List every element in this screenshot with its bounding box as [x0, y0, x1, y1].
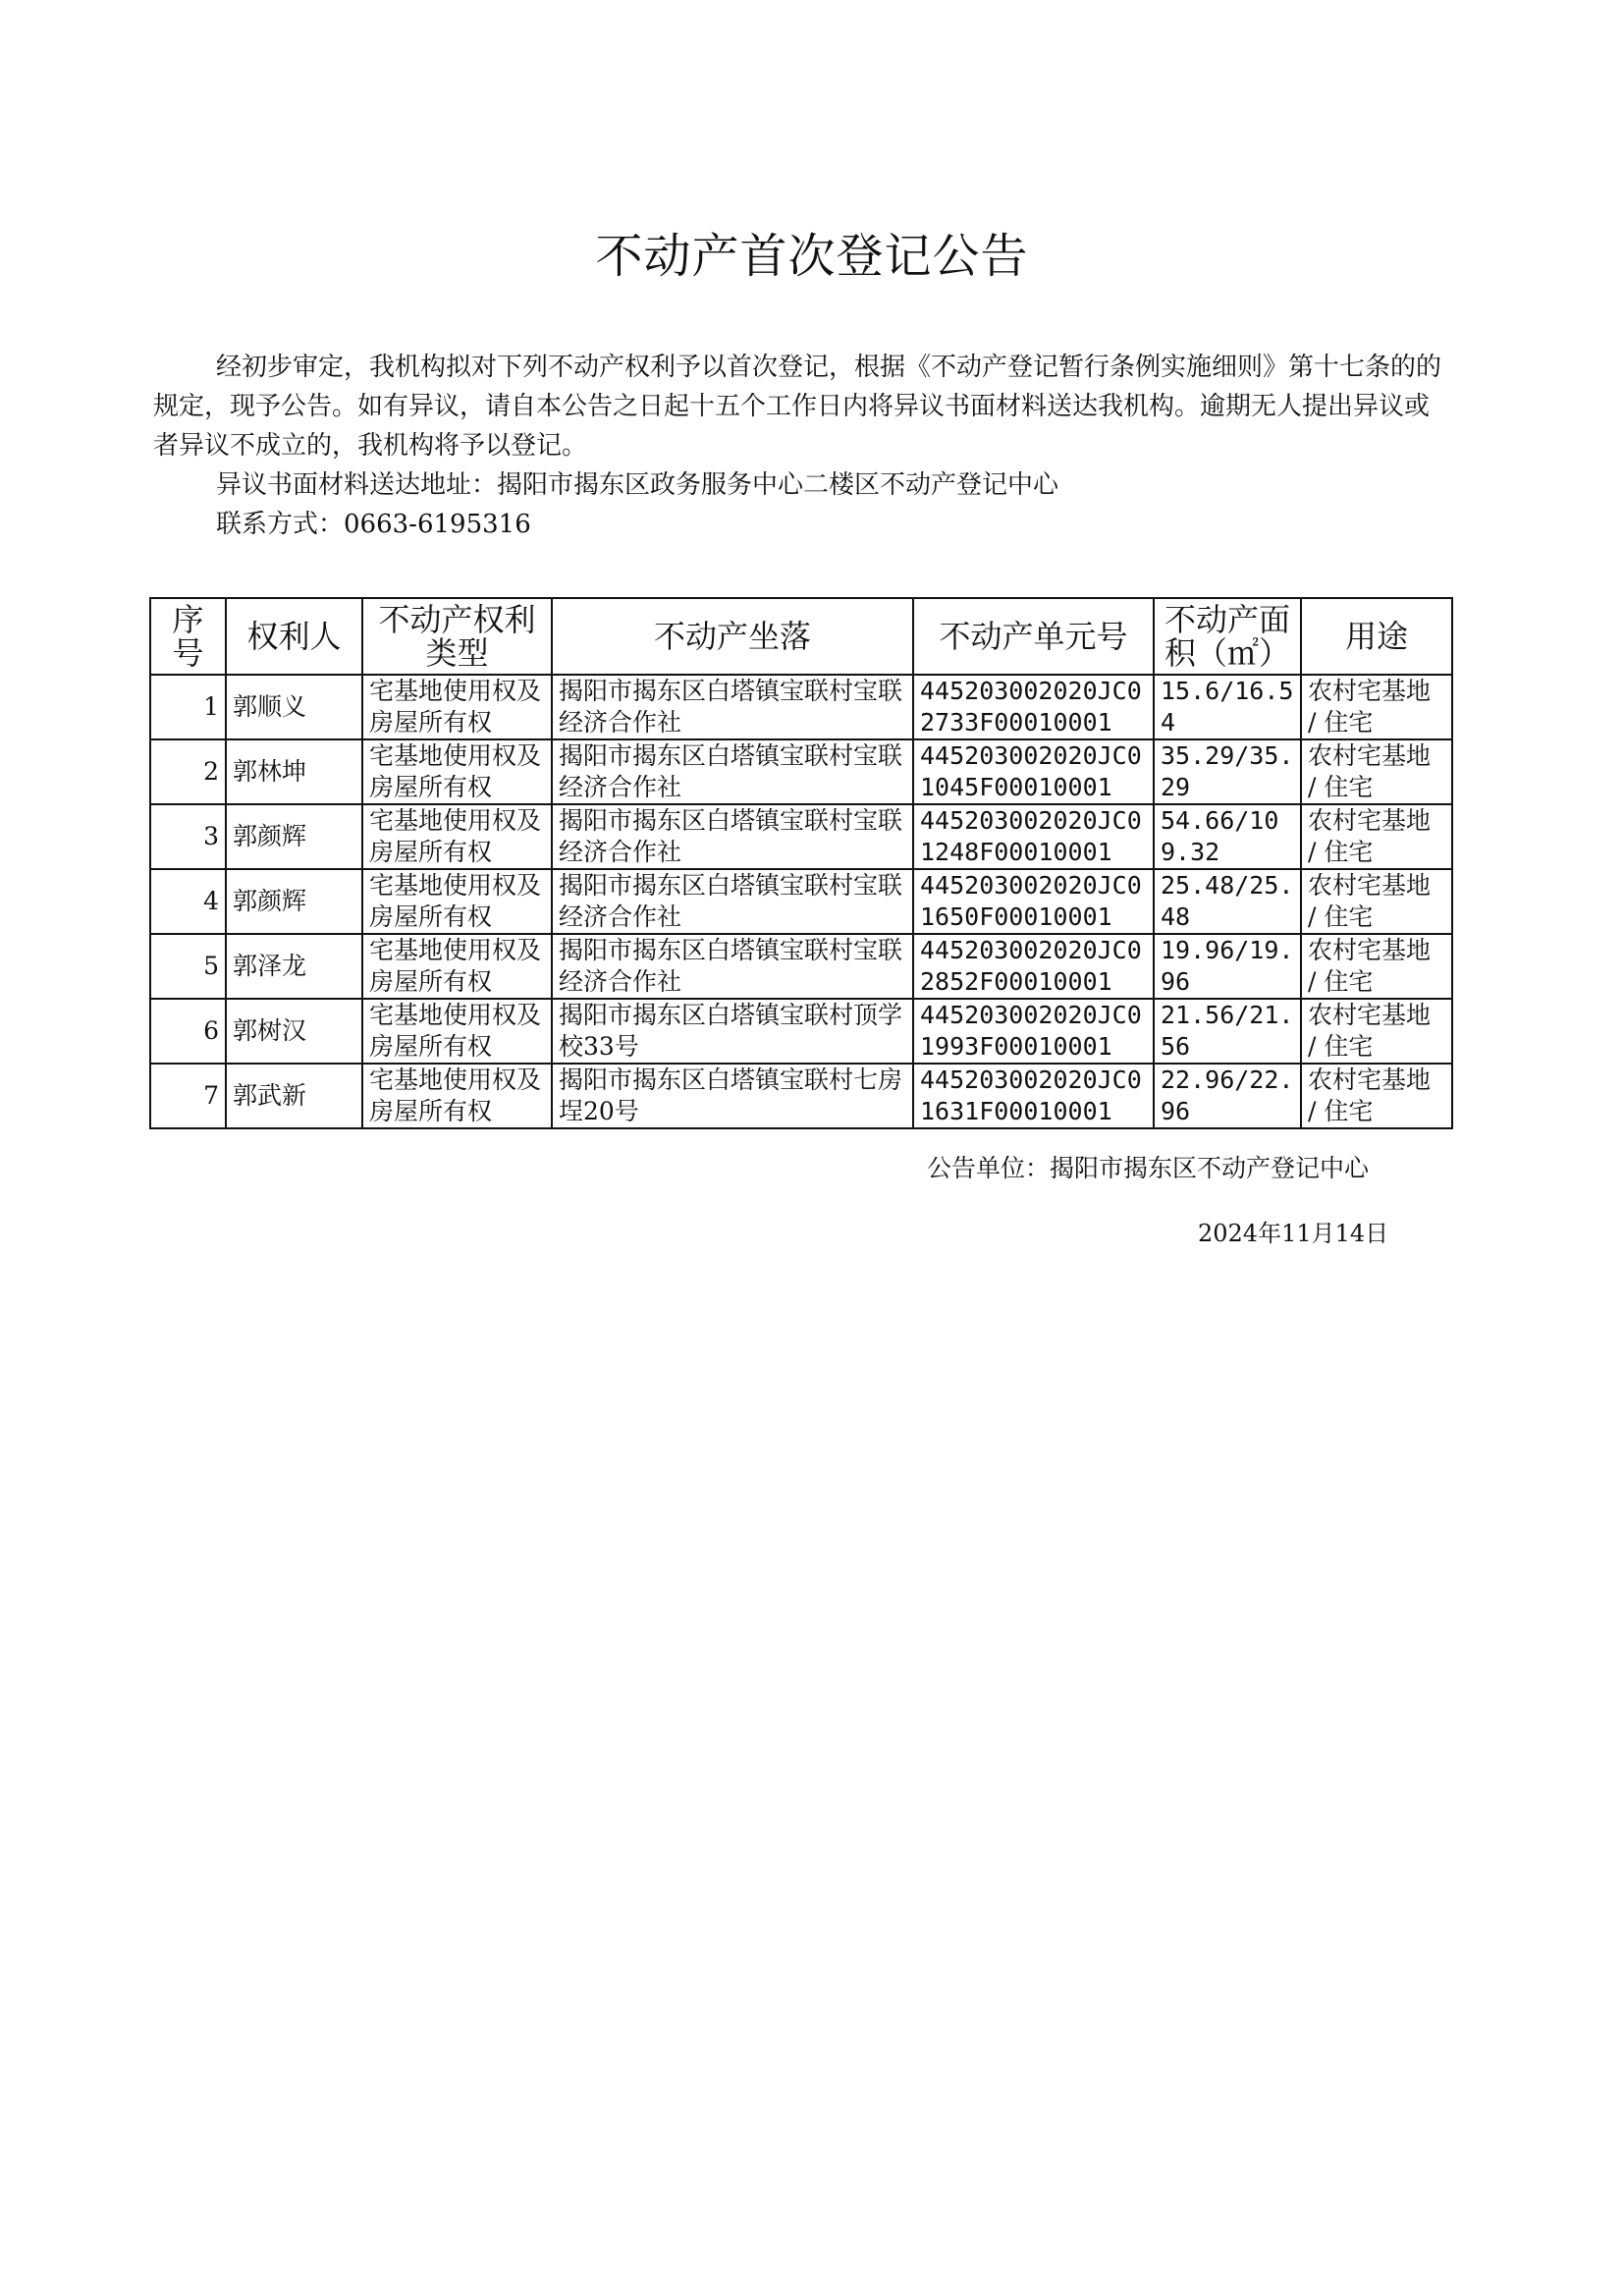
cell-right-type: 宅基地使用权及房屋所有权 [362, 999, 552, 1064]
issuing-unit: 公告单位：揭阳市揭东区不动产登记中心 [927, 1154, 1370, 1182]
cell-area: 15.6/16.54 [1154, 675, 1301, 739]
cell-unit-no: 445203002020JC01631F00010001 [913, 1064, 1154, 1128]
notice-date: 2024年11月14日 [1198, 1220, 1389, 1247]
cell-location: 揭阳市揭东区白塔镇宝联村七房埕20号 [552, 1064, 913, 1128]
cell-holder: 郭泽龙 [226, 934, 362, 999]
header-usage: 用途 [1301, 598, 1452, 675]
cell-area: 19.96/19.96 [1154, 934, 1301, 999]
cell-location: 揭阳市揭东区白塔镇宝联村宝联经济合作社 [552, 804, 913, 869]
cell-unit-no: 445203002020JC02733F00010001 [913, 675, 1154, 739]
cell-right-type: 宅基地使用权及房屋所有权 [362, 739, 552, 804]
cell-area: 21.56/21.56 [1154, 999, 1301, 1064]
cell-usage: 农村宅基地 / 住宅 [1301, 999, 1452, 1064]
cell-right-type: 宅基地使用权及房屋所有权 [362, 869, 552, 934]
table-row [150, 1064, 1452, 1128]
header-right-type: 不动产权利类型 [362, 598, 552, 675]
cell-usage: 农村宅基地 / 住宅 [1301, 804, 1452, 869]
cell-no: 6 [150, 999, 226, 1064]
page-title: 不动产首次登记公告 [595, 229, 1029, 284]
cell-location: 揭阳市揭东区白塔镇宝联村宝联经济合作社 [552, 869, 913, 934]
table-row [150, 869, 1452, 934]
cell-area: 22.96/22.96 [1154, 1064, 1301, 1128]
cell-usage: 农村宅基地 / 住宅 [1301, 1064, 1452, 1128]
table-row [150, 934, 1452, 999]
cell-holder: 郭顺义 [226, 675, 362, 739]
cell-unit-no: 445203002020JC01993F00010001 [913, 999, 1154, 1064]
cell-unit-no: 445203002020JC01248F00010001 [913, 804, 1154, 869]
cell-no: 1 [150, 675, 226, 739]
table-row [150, 804, 1452, 869]
cell-no: 3 [150, 804, 226, 869]
cell-right-type: 宅基地使用权及房屋所有权 [362, 1064, 552, 1128]
cell-right-type: 宅基地使用权及房屋所有权 [362, 934, 552, 999]
cell-area: 54.66/109.32 [1154, 804, 1301, 869]
table-row [150, 675, 1452, 739]
cell-unit-no: 445203002020JC02852F00010001 [913, 934, 1154, 999]
cell-usage: 农村宅基地 / 住宅 [1301, 869, 1452, 934]
cell-holder: 郭颜辉 [226, 804, 362, 869]
cell-area: 25.48/25.48 [1154, 869, 1301, 934]
cell-usage: 农村宅基地 / 住宅 [1301, 675, 1452, 739]
cell-right-type: 宅基地使用权及房屋所有权 [362, 804, 552, 869]
header-area: 不动产面积（㎡） [1154, 598, 1301, 675]
table-row [150, 999, 1452, 1064]
intro-paragraph: 经初步审定，我机构拟对下列不动产权利予以首次登记，根据《不动产登记暂行条例实施细则》第十七条的的规定，现予公告。如有异议，请自本公告之日起十五个工作日内将异议书面材料送达我机构。逾期无人提出异议或者异议不成立的，我机构将予以登记。 [153, 353, 1442, 461]
cell-no: 4 [150, 869, 226, 934]
cell-no: 5 [150, 934, 226, 999]
cell-no: 2 [150, 739, 226, 804]
cell-no: 7 [150, 1064, 226, 1128]
header-location: 不动产坐落 [552, 598, 913, 675]
cell-right-type: 宅基地使用权及房屋所有权 [362, 675, 552, 739]
cell-location: 揭阳市揭东区白塔镇宝联村宝联经济合作社 [552, 934, 913, 999]
cell-unit-no: 445203002020JC01045F00010001 [913, 739, 1154, 804]
cell-location: 揭阳市揭东区白塔镇宝联村宝联经济合作社 [552, 739, 913, 804]
cell-location: 揭阳市揭东区白塔镇宝联村宝联经济合作社 [552, 675, 913, 739]
cell-usage: 农村宅基地 / 住宅 [1301, 934, 1452, 999]
cell-holder: 郭林坤 [226, 739, 362, 804]
cell-holder: 郭武新 [226, 1064, 362, 1128]
header-no: 序号 [150, 598, 226, 675]
header-holder: 权利人 [226, 598, 362, 675]
cell-holder: 郭树汉 [226, 999, 362, 1064]
table-header-row [150, 598, 1452, 675]
header-unit-no: 不动产单元号 [913, 598, 1154, 675]
cell-area: 35.29/35.29 [1154, 739, 1301, 804]
objection-address: 异议书面材料送达地址：揭阳市揭东区政务服务中心二楼区不动产登记中心 [216, 470, 1059, 500]
cell-usage: 农村宅基地 / 住宅 [1301, 739, 1452, 804]
registration-table [149, 597, 1453, 1129]
contact-info: 联系方式：0663-6195316 [216, 510, 531, 539]
cell-location: 揭阳市揭东区白塔镇宝联村顶学校33号 [552, 999, 913, 1064]
table-row [150, 739, 1452, 804]
cell-unit-no: 445203002020JC01650F00010001 [913, 869, 1154, 934]
cell-holder: 郭颜辉 [226, 869, 362, 934]
